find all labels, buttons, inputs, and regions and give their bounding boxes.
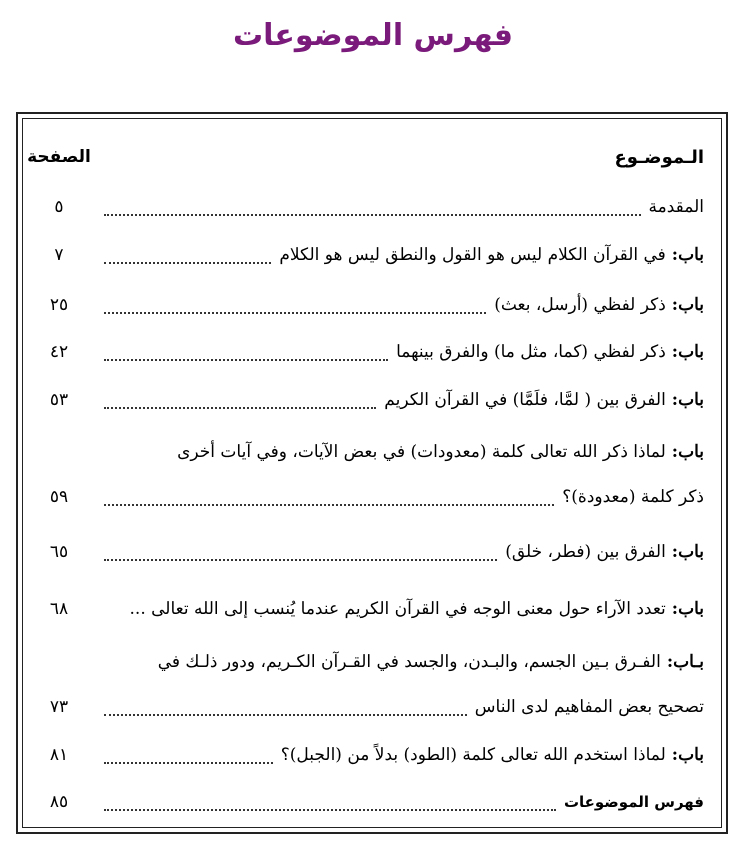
entry-page-number: ٥٩	[49, 487, 69, 507]
entry-lead: باب:	[671, 745, 704, 765]
toc-entry[interactable]	[24, 535, 704, 569]
entry-text-line2: تصحيح بعض المفاهيم لدى الناس	[474, 697, 704, 717]
entry-page-number: ٧٣	[49, 697, 69, 717]
dot-leader	[104, 752, 273, 764]
toc-entry-introduction[interactable]	[24, 190, 704, 224]
toc-entry[interactable]	[24, 383, 704, 417]
entry-text: في القرآن الكلام ليس هو القول والنطق ليس هو الكلام	[279, 245, 666, 265]
dot-leader	[104, 549, 497, 561]
entry-lead: باب:	[671, 245, 704, 265]
entry-lead: باب:	[671, 442, 704, 462]
entry-page-number: ٨٥	[49, 792, 69, 812]
dot-leader	[104, 799, 556, 811]
entry-text: المقدمة	[648, 197, 704, 217]
toc-entry-index[interactable]	[24, 785, 704, 819]
entry-page-number: ٤٢	[49, 342, 69, 362]
entry-lead: باب:	[671, 342, 704, 362]
entry-text-line2: ذكر كلمة (معدودة)؟	[562, 487, 704, 507]
entry-page-number: ٢٥	[49, 295, 69, 315]
toc-entry[interactable]	[24, 238, 704, 272]
entry-text: فهرس الموضوعات	[563, 793, 704, 811]
entry-page-number: ٥	[54, 197, 64, 217]
entry-lead: باب:	[671, 390, 704, 410]
entry-page-number: ٥٣	[49, 390, 69, 410]
entry-lead: باب:	[671, 295, 704, 315]
dot-leader	[104, 349, 388, 361]
entry-text: الفرق بين ( لمَّا، فلَمَّا) في القرآن الكريم	[384, 390, 666, 410]
dot-leader	[104, 302, 486, 314]
entry-lead: بـاب:	[666, 652, 704, 672]
page-title: فهرس الموضوعات	[232, 18, 514, 53]
entry-text: تعدد الآراء حول معنى الوجه في القرآن الكريم عندما يُنسب إلى الله تعالى ...	[129, 599, 666, 619]
entry-text: الفرق بين (فطر، خلق)	[505, 542, 666, 562]
entry-lead: باب:	[671, 599, 704, 619]
entry-text: لماذا ذكر الله تعالى كلمة (معدودات) في بعض الآيات، وفي آيات أخرى	[177, 442, 666, 462]
entry-lead: باب:	[671, 542, 704, 562]
entry-page-number: ٦٨	[49, 599, 69, 619]
toc-entry-continuation[interactable]	[24, 480, 704, 514]
dot-leader	[104, 204, 641, 216]
index-content	[20, 0, 720, 855]
dot-leader	[104, 704, 467, 716]
dot-leader	[104, 252, 271, 264]
entry-text: ذكر لفظي (كما، مثل ما) والفرق بينهما	[396, 342, 666, 362]
entry-page-number: ٧	[54, 245, 64, 265]
index-header	[24, 140, 704, 174]
dot-leader	[104, 494, 554, 506]
entry-text: لماذا استخدم الله تعالى كلمة (الطود) بدلاً من (الجبل)؟	[280, 745, 666, 765]
toc-entry[interactable]	[24, 435, 704, 469]
dot-leader	[104, 397, 376, 409]
entry-page-number: ٦٥	[49, 542, 69, 562]
topic-column-header: الـموضـوع	[614, 146, 704, 168]
toc-entry[interactable]	[24, 592, 704, 626]
toc-entry[interactable]	[24, 738, 704, 772]
entry-text: ذكر لفظي (أرسل، بعث)	[494, 295, 666, 315]
toc-entry[interactable]	[24, 645, 704, 679]
entry-text: الفـرق بـين الجسم، والبـدن، والجسد في القـرآن الكـريم، ودور ذلـك في	[157, 652, 661, 672]
toc-entry[interactable]	[24, 288, 704, 322]
toc-entry-continuation[interactable]	[24, 690, 704, 724]
entry-page-number: ٨١	[49, 745, 69, 765]
toc-entry[interactable]	[24, 335, 704, 369]
page-column-header: الصفحة	[27, 147, 91, 167]
